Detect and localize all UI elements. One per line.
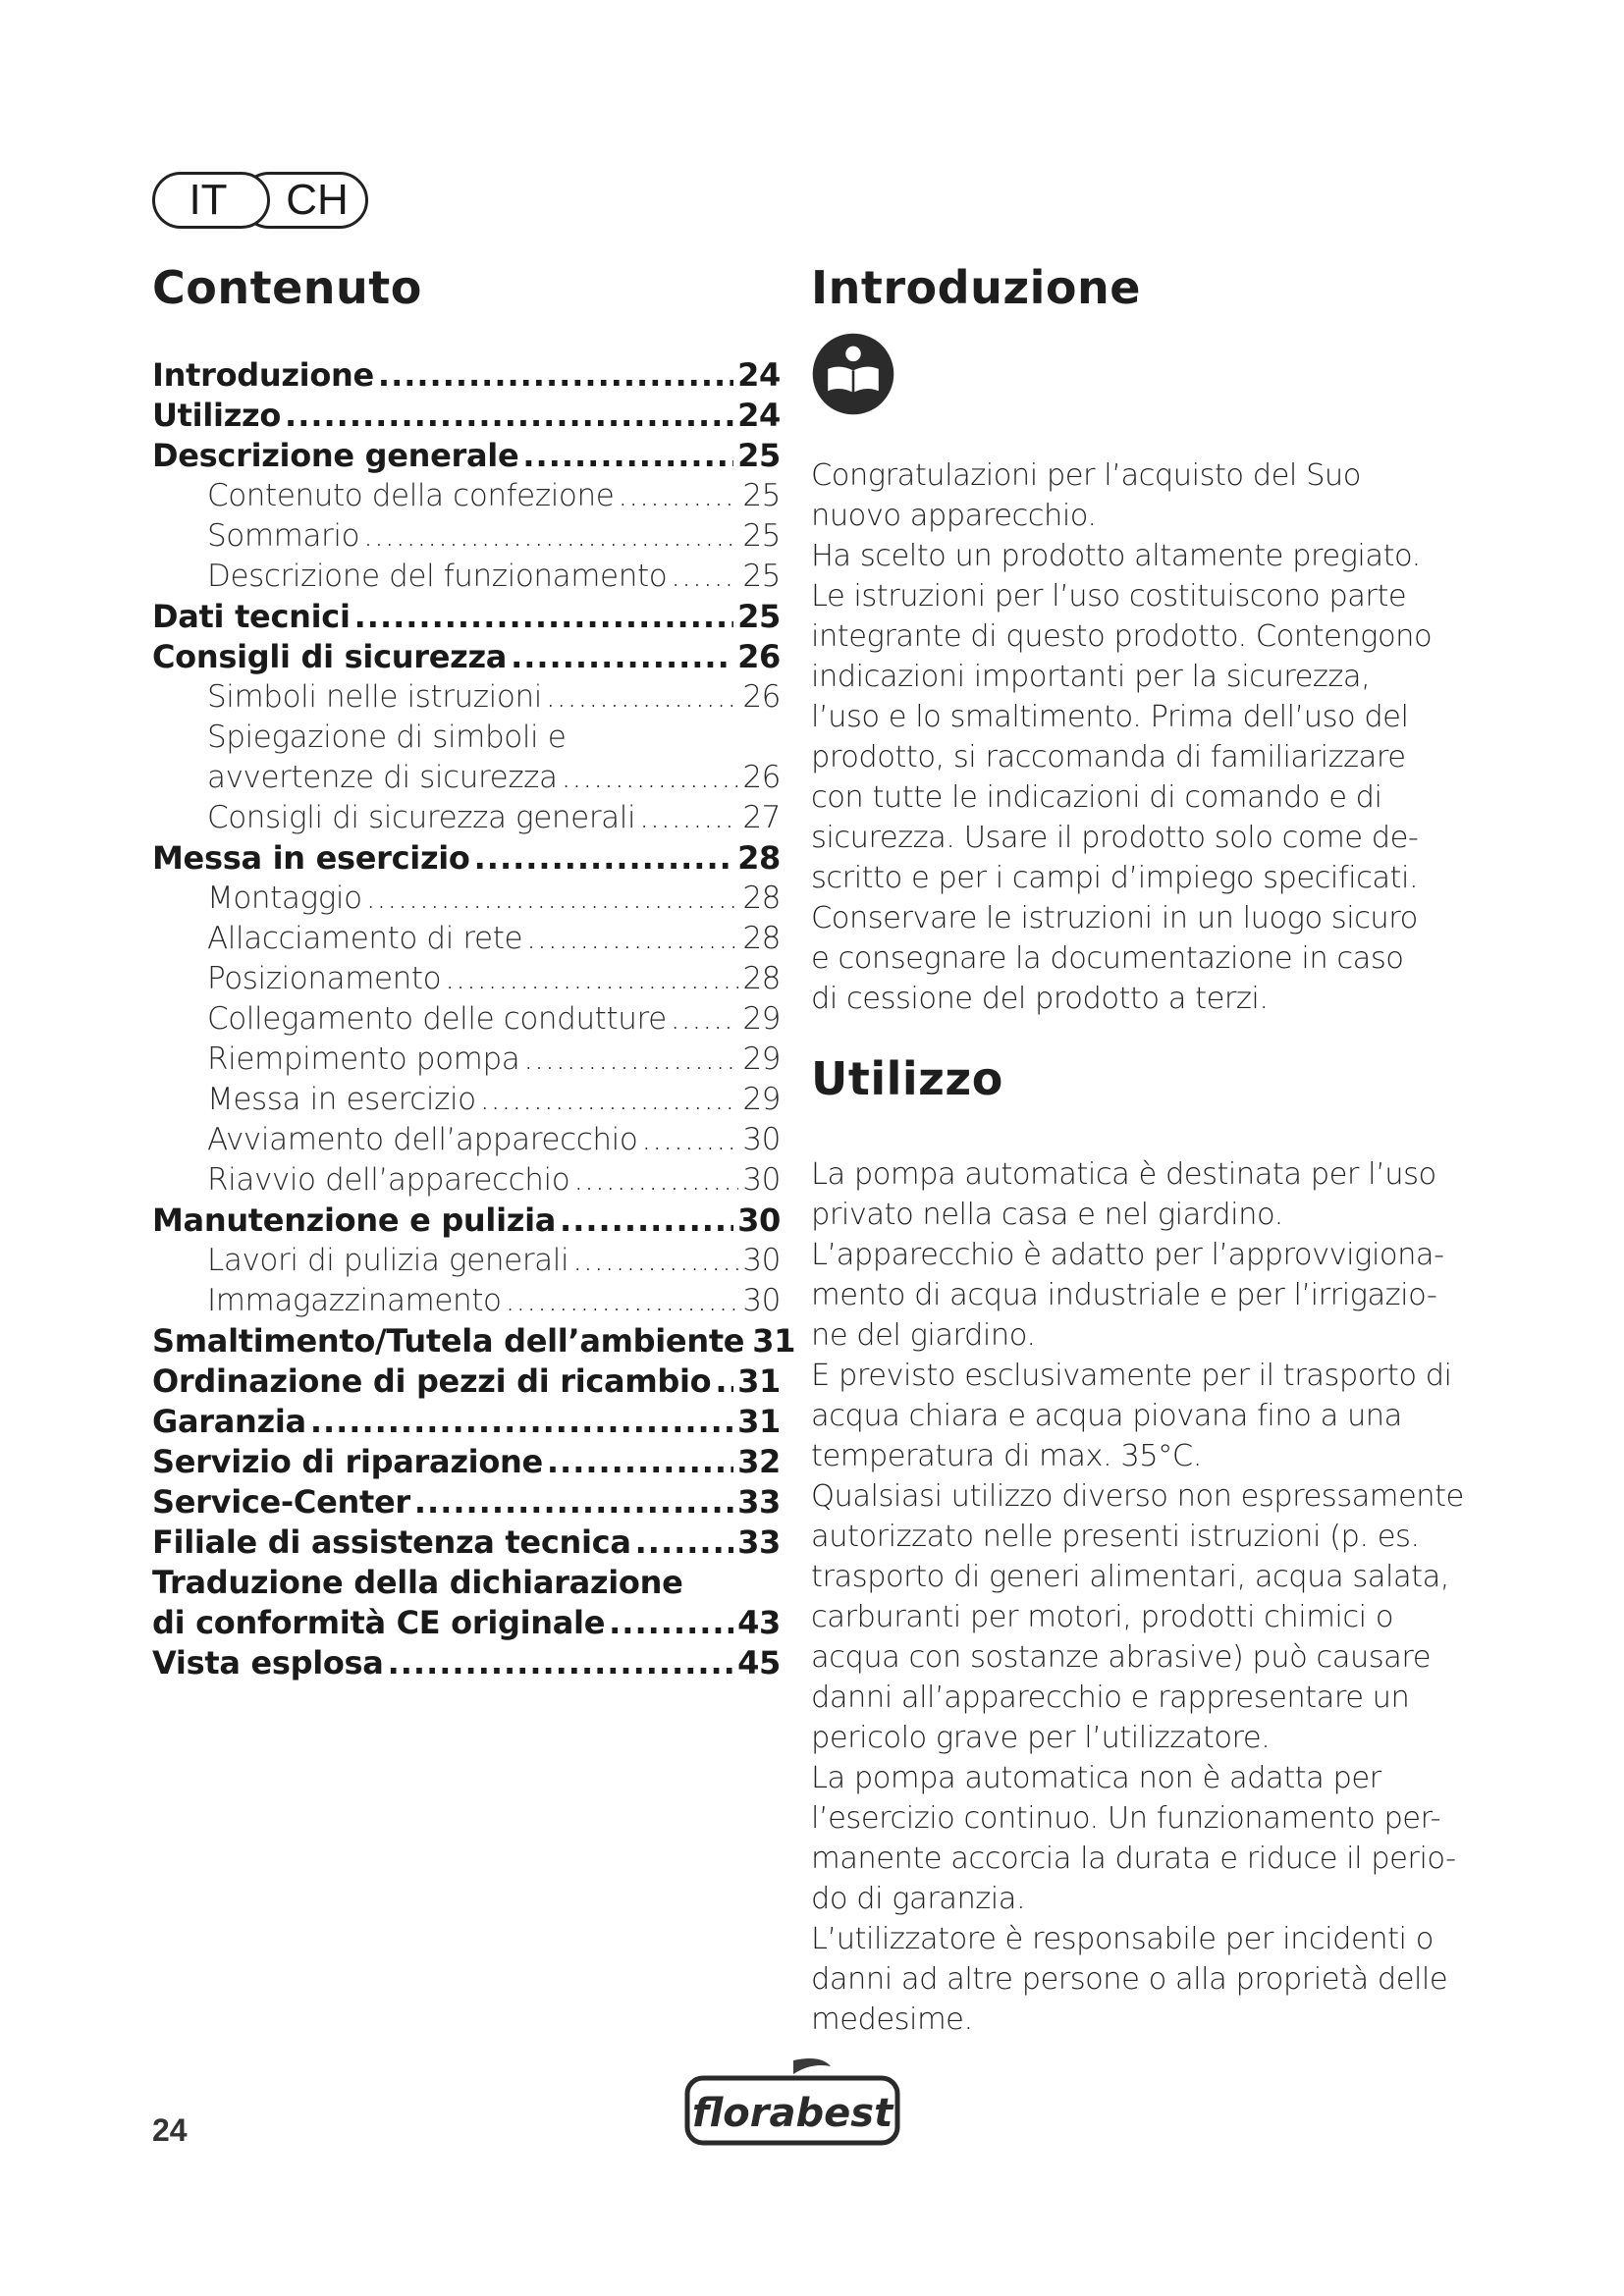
toc-leader-dots (671, 999, 739, 1040)
toc-entry-page: 28 (742, 881, 781, 916)
read-manual-icon (811, 332, 895, 416)
text-line: pericolo grave per l’utilizzatore. (811, 1721, 1271, 1755)
toc-entry (152, 798, 781, 838)
toc-leader-dots (635, 1522, 733, 1563)
toc-leader-dots (523, 1040, 738, 1080)
toc-leader-dots (618, 476, 738, 516)
toc-entry-page: 25 (737, 598, 781, 635)
toc-leader-dots (609, 1603, 733, 1643)
toc-entry (152, 637, 781, 677)
toc-leader-dots (573, 1160, 738, 1201)
toc-entry (152, 516, 781, 557)
language-badges (152, 172, 368, 229)
toc-entry-page: 24 (737, 356, 781, 394)
text-line: nuovo apparecchio. (811, 499, 1097, 533)
text-line: autorizzato nelle presenti istruzioni (p. es. (811, 1520, 1420, 1554)
toc-leader-dots (546, 677, 738, 718)
toc-entry-title: Servizio di riparazione (152, 1443, 543, 1480)
toc-leader-dots (641, 1120, 738, 1160)
text-line: acqua chiara e acqua piovana fino a una (811, 1399, 1402, 1433)
toc-entry-title: Simboli nelle istruzioni (207, 679, 542, 715)
introduzione-heading: Introduzione (811, 261, 1141, 314)
toc-entry (152, 1402, 781, 1442)
text-line: integrante di questo prodotto. Contengono (811, 619, 1433, 654)
toc-entry-title: Utilizzo (152, 397, 282, 434)
table-of-contents (152, 261, 796, 1683)
text-line: L’utilizzatore è responsabile per incidenti o (811, 1922, 1434, 1956)
toc-entry-title: Riempimento pompa (207, 1041, 520, 1077)
toc-entry-page: 28 (737, 839, 781, 877)
toc-leader-dots (310, 1402, 733, 1442)
text-line: sicurezza. Usare il prodotto solo come de- (811, 821, 1419, 855)
toc-entry (152, 1643, 781, 1683)
toc-entry-title: Allacciamento di rete (207, 921, 523, 956)
toc-entry-page: 31 (752, 1322, 796, 1360)
text-line: ne del giardino. (811, 1318, 1036, 1353)
toc-leader-dots (474, 838, 733, 879)
toc-entry-page: 33 (737, 1483, 781, 1521)
toc-entry (152, 1482, 781, 1522)
toc-entry-title: Contenuto della confezione (207, 478, 615, 513)
toc-entry (152, 1040, 781, 1080)
text-line: acqua con sostanze abrasive) può causare (811, 1640, 1431, 1675)
toc-entry-title: Collegamento delle condutture (207, 1001, 667, 1037)
toc-entry (152, 1241, 781, 1281)
toc-entry-page: 29 (742, 1082, 781, 1117)
toc-entry (152, 355, 781, 396)
text-line: La pompa automatica non è adatta per (811, 1761, 1381, 1795)
toc-entry-page: 25 (742, 518, 781, 554)
text-line: E previsto esclusivamente per il trasporto di (811, 1359, 1452, 1393)
utilizzo-heading: Utilizzo (811, 1052, 1003, 1105)
introduzione-text (811, 455, 1439, 1019)
toc-entry-title: Ordinazione di pezzi di ricambio (152, 1362, 712, 1400)
text-line: Qualsiasi utilizzo diverso non espressamente (811, 1479, 1464, 1514)
toc-entry (152, 677, 781, 718)
toc-entry (152, 879, 781, 919)
toc-entry-title: Introduzione (152, 356, 374, 394)
toc-leader-dots (522, 436, 733, 476)
text-line: con tutte le indicazioni di comando e di (811, 780, 1382, 815)
toc-entry (152, 919, 781, 959)
toc-leader-dots (378, 355, 733, 396)
toc-entry (152, 557, 781, 597)
toc-entry-title: Riavvio dell’apparecchio (207, 1162, 570, 1198)
toc-leader-dots (363, 516, 738, 557)
text-line: l’esercizio continuo. Un funzionamento per- (811, 1801, 1441, 1836)
toc-leader-dots (572, 1241, 738, 1281)
toc-heading: Contenuto (152, 261, 422, 314)
text-line: mento di acqua industriale e per l’irrigazio- (811, 1278, 1437, 1312)
toc-entry-title: Montaggio (207, 881, 362, 916)
toc-entry-page: 43 (737, 1604, 781, 1641)
toc-entry (152, 476, 781, 516)
toc-entry (152, 999, 781, 1040)
toc-entry-page: 30 (742, 1162, 781, 1198)
toc-entry-title: Manutenzione e pulizia (152, 1201, 557, 1239)
toc-entry-page: 30 (742, 1243, 781, 1278)
toc-leader-dots (414, 1482, 733, 1522)
toc-leader-dots (671, 557, 738, 597)
toc-entry-page: 25 (742, 478, 781, 513)
toc-entry (152, 1321, 796, 1362)
toc-entry (152, 396, 781, 436)
toc-entry-page: 33 (737, 1523, 781, 1561)
toc-entry-title: Spiegazione di simboli e (207, 720, 567, 755)
toc-entry-page: 26 (737, 638, 781, 675)
toc-entry-page: 28 (742, 921, 781, 956)
toc-leader-dots (366, 879, 739, 919)
toc-entry (152, 1160, 781, 1201)
text-line: di cessione del prodotto a terzi. (811, 982, 1269, 1016)
toc-leader-dots (560, 1201, 733, 1241)
toc-entry-title: Smaltimento/Tutela dell’ambiente (152, 1322, 745, 1360)
text-line: danni ad altre persone o alla proprietà delle (811, 1962, 1448, 1997)
toc-entry-title: Filiale di assistenza tecnica (152, 1523, 631, 1561)
toc-entry (152, 436, 781, 476)
toc-leader-dots (388, 1643, 733, 1683)
toc-entry-title: Lavori di pulizia generali (207, 1243, 569, 1278)
language-badge-ch: CH (241, 172, 368, 229)
toc-entry-page: 30 (742, 1122, 781, 1157)
toc-entry-title: Consigli di sicurezza generali (207, 800, 636, 835)
toc-entry (152, 959, 781, 999)
text-line: medesime. (811, 2002, 973, 2037)
toc-entry-title: Dati tecnici (152, 598, 351, 635)
toc-entry-page: 25 (737, 437, 781, 474)
toc-entry (152, 1522, 781, 1563)
toc-entry-page: 45 (737, 1644, 781, 1682)
content-column (811, 261, 1464, 2040)
toc-leader-dots (285, 396, 733, 436)
toc-entry-page: 24 (737, 397, 781, 434)
toc-entry-page: 29 (742, 1041, 781, 1077)
toc-entry (152, 718, 781, 758)
toc-entry-page: 28 (742, 961, 781, 996)
toc-entry (152, 1120, 781, 1160)
toc-leader-dots (526, 919, 738, 959)
toc-entry-page: 26 (742, 679, 781, 715)
logo-text: florabest (691, 2091, 893, 2136)
toc-entry-title: Immagazzinamento (207, 1283, 502, 1318)
toc-entry-page: 25 (742, 559, 781, 594)
toc-entry-title: Descrizione generale (152, 437, 519, 474)
toc-entry (152, 758, 781, 798)
text-line: temperatura di max. 35°C. (811, 1439, 1202, 1473)
toc-entry-title: di conformità CE originale (152, 1604, 606, 1641)
toc-entry-page: 31 (737, 1362, 781, 1400)
text-line: privato nella casa e nel giardino. (811, 1198, 1283, 1232)
toc-leader-dots (562, 758, 739, 798)
toc-leader-dots (445, 959, 738, 999)
toc-entry-page: 26 (742, 760, 781, 795)
toc-leader-dots (547, 1442, 733, 1482)
text-line: e consegnare la documentazione in caso (811, 941, 1404, 976)
toc-entry-title: Vista esplosa (152, 1644, 384, 1682)
toc-entry (152, 838, 781, 879)
toc-entry-page: 27 (742, 800, 781, 835)
text-line: Le istruzioni per l’uso costituiscono parte (811, 579, 1407, 614)
text-line: l’uso e lo smaltimento. Prima dell’uso del (811, 700, 1409, 734)
text-line: prodotto, si raccomanda di familiarizzare (811, 740, 1406, 774)
text-line: danni all’apparecchio e rappresentare un (811, 1681, 1410, 1715)
toc-leader-dots (639, 798, 738, 838)
toc-entry (152, 1362, 781, 1402)
toc-list (152, 355, 796, 1683)
toc-entry (152, 597, 781, 637)
text-line: indicazioni importanti per la sicurezza, (811, 660, 1371, 694)
text-line: trasporto di generi alimentari, acqua salata, (811, 1560, 1449, 1594)
text-line: manente accorcia la durata e riduce il perio- (811, 1842, 1456, 1876)
toc-entry-page: 32 (737, 1443, 781, 1480)
text-line: scritto e per i campi d’impiego specificati. (811, 861, 1419, 895)
toc-leader-dots (480, 1080, 739, 1120)
page-number: 24 (152, 2112, 188, 2148)
toc-leader-dots (715, 1362, 733, 1402)
toc-entry-page: 30 (742, 1283, 781, 1318)
toc-entry-title: Traduzione della dichiarazione (152, 1564, 683, 1601)
toc-entry-title: Avviamento dell’apparecchio (207, 1122, 638, 1157)
toc-entry-title: Garanzia (152, 1403, 306, 1440)
toc-entry-title: Sommario (207, 518, 360, 554)
text-line: La pompa automatica è destinata per l’uso (811, 1157, 1436, 1192)
toc-entry-title: Service-Center (152, 1483, 410, 1521)
florabest-logo (683, 2056, 901, 2151)
toc-entry (152, 1281, 781, 1321)
text-line: Congratulazioni per l’acquisto del Suo (811, 458, 1361, 493)
toc-entry (152, 1563, 781, 1603)
toc-leader-dots (506, 1281, 739, 1321)
toc-entry-page: 29 (742, 1001, 781, 1037)
utilizzo-text (811, 1154, 1464, 2040)
toc-leader-dots (511, 637, 733, 677)
toc-entry-title: Descrizione del funzionamento (207, 559, 668, 594)
toc-leader-dots (354, 597, 733, 637)
toc-entry-title: Messa in esercizio (207, 1082, 476, 1117)
text-line: Ha scelto un prodotto altamente pregiato. (811, 539, 1421, 573)
text-line: do di garanzia. (811, 1882, 1026, 1916)
toc-entry-title: Posizionamento (207, 961, 442, 996)
toc-entry-title: Consigli di sicurezza (152, 638, 508, 675)
toc-entry-page: 31 (737, 1403, 781, 1440)
toc-entry (152, 1080, 781, 1120)
text-line: Conservare le istruzioni in un luogo sicuro (811, 901, 1418, 935)
toc-entry-title: Messa in esercizio (152, 839, 470, 877)
text-line: carburanti per motori, prodotti chimici o (811, 1600, 1393, 1634)
text-line: L’apparecchio è adatto per l’approvvigiona- (811, 1238, 1444, 1272)
toc-entry (152, 1603, 781, 1643)
toc-entry-title: avvertenze di sicurezza (207, 760, 558, 795)
toc-entry-page: 30 (737, 1201, 781, 1239)
toc-entry (152, 1442, 781, 1482)
language-badge-it: IT (152, 172, 270, 229)
toc-entry (152, 1201, 781, 1241)
